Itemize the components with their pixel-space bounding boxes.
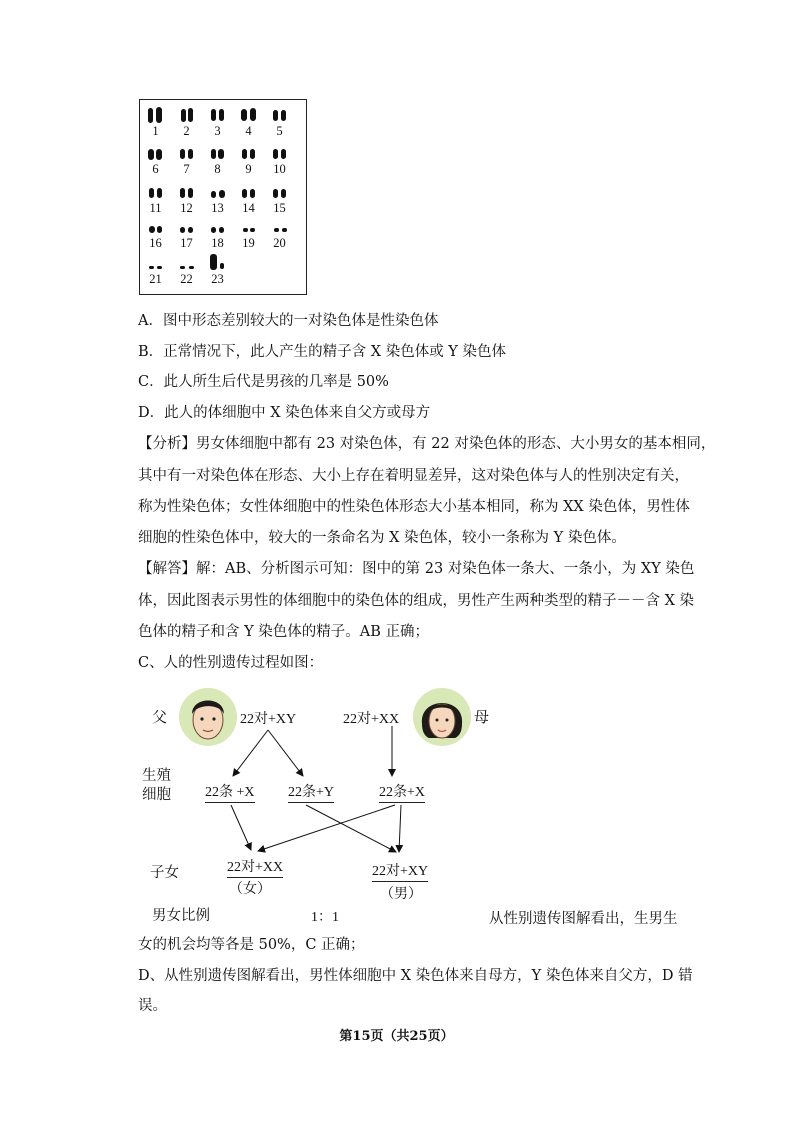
chromosome-number: 9 [245, 162, 252, 176]
answer-line-1: 【解答】解：AB、分析图示可知：图中的第 23 对染色体一条大、一条小，为 XY 染色 [138, 561, 695, 577]
daughter-sex: （女） [229, 882, 271, 897]
chromosome-number: 12 [180, 201, 193, 215]
analysis-line-2: 其中有一对染色体在形态、大小上存在着明显差异，这对染色体与人的性别决定有关， [138, 468, 689, 484]
offspring-label: 子女 [150, 865, 179, 881]
arrow-egg-to-daughter [258, 805, 395, 851]
chromosome-number: 11 [149, 201, 162, 215]
mother-genotype: 22对+XX [343, 712, 400, 727]
option-c: C．此人所生后代是男孩的几率是 50% [138, 374, 389, 390]
son-sex: （男） [380, 887, 422, 902]
option-d: D．此人的体细胞中 X 染色体来自父方或母方 [138, 405, 431, 421]
arrow-father-to-x-sperm [233, 730, 268, 776]
germ-cell-label-2: 细胞 [142, 787, 171, 803]
father-genotype: 22对+XY [240, 712, 297, 727]
ratio-label: 男女比例 [152, 908, 210, 924]
chromosome-number: 16 [149, 236, 162, 250]
father-label: 父 [152, 710, 168, 726]
chromosome-number: 20 [273, 236, 286, 250]
mother-label: 母 [474, 710, 490, 726]
chromosome-number: 14 [242, 201, 255, 215]
arrow-father-to-y-sperm [268, 730, 303, 776]
mother-portrait [413, 686, 471, 748]
chromosome-number: 13 [211, 201, 224, 215]
gamete-y-sperm: 22条+Y [288, 781, 334, 803]
chromosome-number: 5 [276, 124, 283, 138]
option-b: B．正常情况下，此人产生的精子含 X 染色体或 Y 染色体 [138, 344, 506, 360]
arrow-egg-to-son [399, 805, 401, 852]
gamete-x-egg: 22条+X [379, 781, 425, 803]
germ-cell-label-1: 生殖 [142, 768, 171, 784]
option-a: A．图中形态差别较大的一对染色体是性染色体 [138, 313, 439, 329]
conclusion-d-line-2: 误。 [138, 998, 167, 1014]
analysis-line-1: 【分析】男女体细胞中都有 23 对染色体，有 22 对染色体的形态、大小男女的基本相同， [138, 436, 716, 452]
chromosome-number: 10 [273, 162, 286, 176]
gamete-x-sperm: 22条 +X [205, 781, 255, 803]
conclusion-c-tail: 从性别遗传图解看出，生男生 [489, 911, 678, 927]
chromosome-number: 7 [183, 162, 190, 176]
chromosome-number: 17 [180, 236, 193, 250]
chromosome-number: 3 [214, 124, 221, 138]
son-genotype: 22对+XY [372, 860, 428, 882]
father-portrait [178, 686, 238, 748]
chromosome-number: 4 [245, 124, 252, 138]
chromosome-number: 6 [152, 162, 159, 176]
chromosome-number: 15 [273, 201, 286, 215]
answer-line-3: 色体的精子和含 Y 染色体的精子。AB 正确； [138, 624, 430, 640]
analysis-line-4: 细胞的性染色体中，较大的一条命名为 X 染色体，较小一条称为 Y 染色体。 [138, 530, 626, 546]
chromosome-number: 23 [211, 272, 224, 286]
chromosome-number: 22 [180, 272, 193, 286]
answer-line-2: 体，因此图表示男性的体细胞中的染色体的组成，男性产生两种类型的精子－－含 X 染 [138, 593, 695, 609]
conclusion-d-line-1: D、从性别遗传图解看出，男性体细胞中 X 染色体来自母方，Y 染色体来自父方，D 错 [138, 968, 693, 984]
arrow-x-sperm-to-daughter [231, 805, 251, 850]
ratio-value: 1：1 [311, 910, 339, 925]
arrow-y-sperm-to-son [306, 805, 396, 852]
chromosome-number: 8 [214, 162, 221, 176]
analysis-line-3: 称为性染色体；女性体细胞中的性染色体形态大小基本相同，称为 XX 染色体，男性体 [138, 499, 690, 515]
chromosome-number: 18 [211, 236, 224, 250]
chromosome-number: 21 [149, 272, 162, 286]
chromosome-number: 19 [242, 236, 255, 250]
answer-line-4: C、人的性别遗传过程如图： [138, 655, 324, 671]
chromosome-number: 2 [183, 124, 190, 138]
daughter-genotype: 22对+XX [227, 856, 283, 878]
chromosome-number: 1 [152, 124, 159, 138]
conclusion-c-line-2: 女的机会均等各是 50%，C 正确； [138, 937, 365, 953]
page-footer: 第15页（共25页） [339, 1029, 454, 1044]
